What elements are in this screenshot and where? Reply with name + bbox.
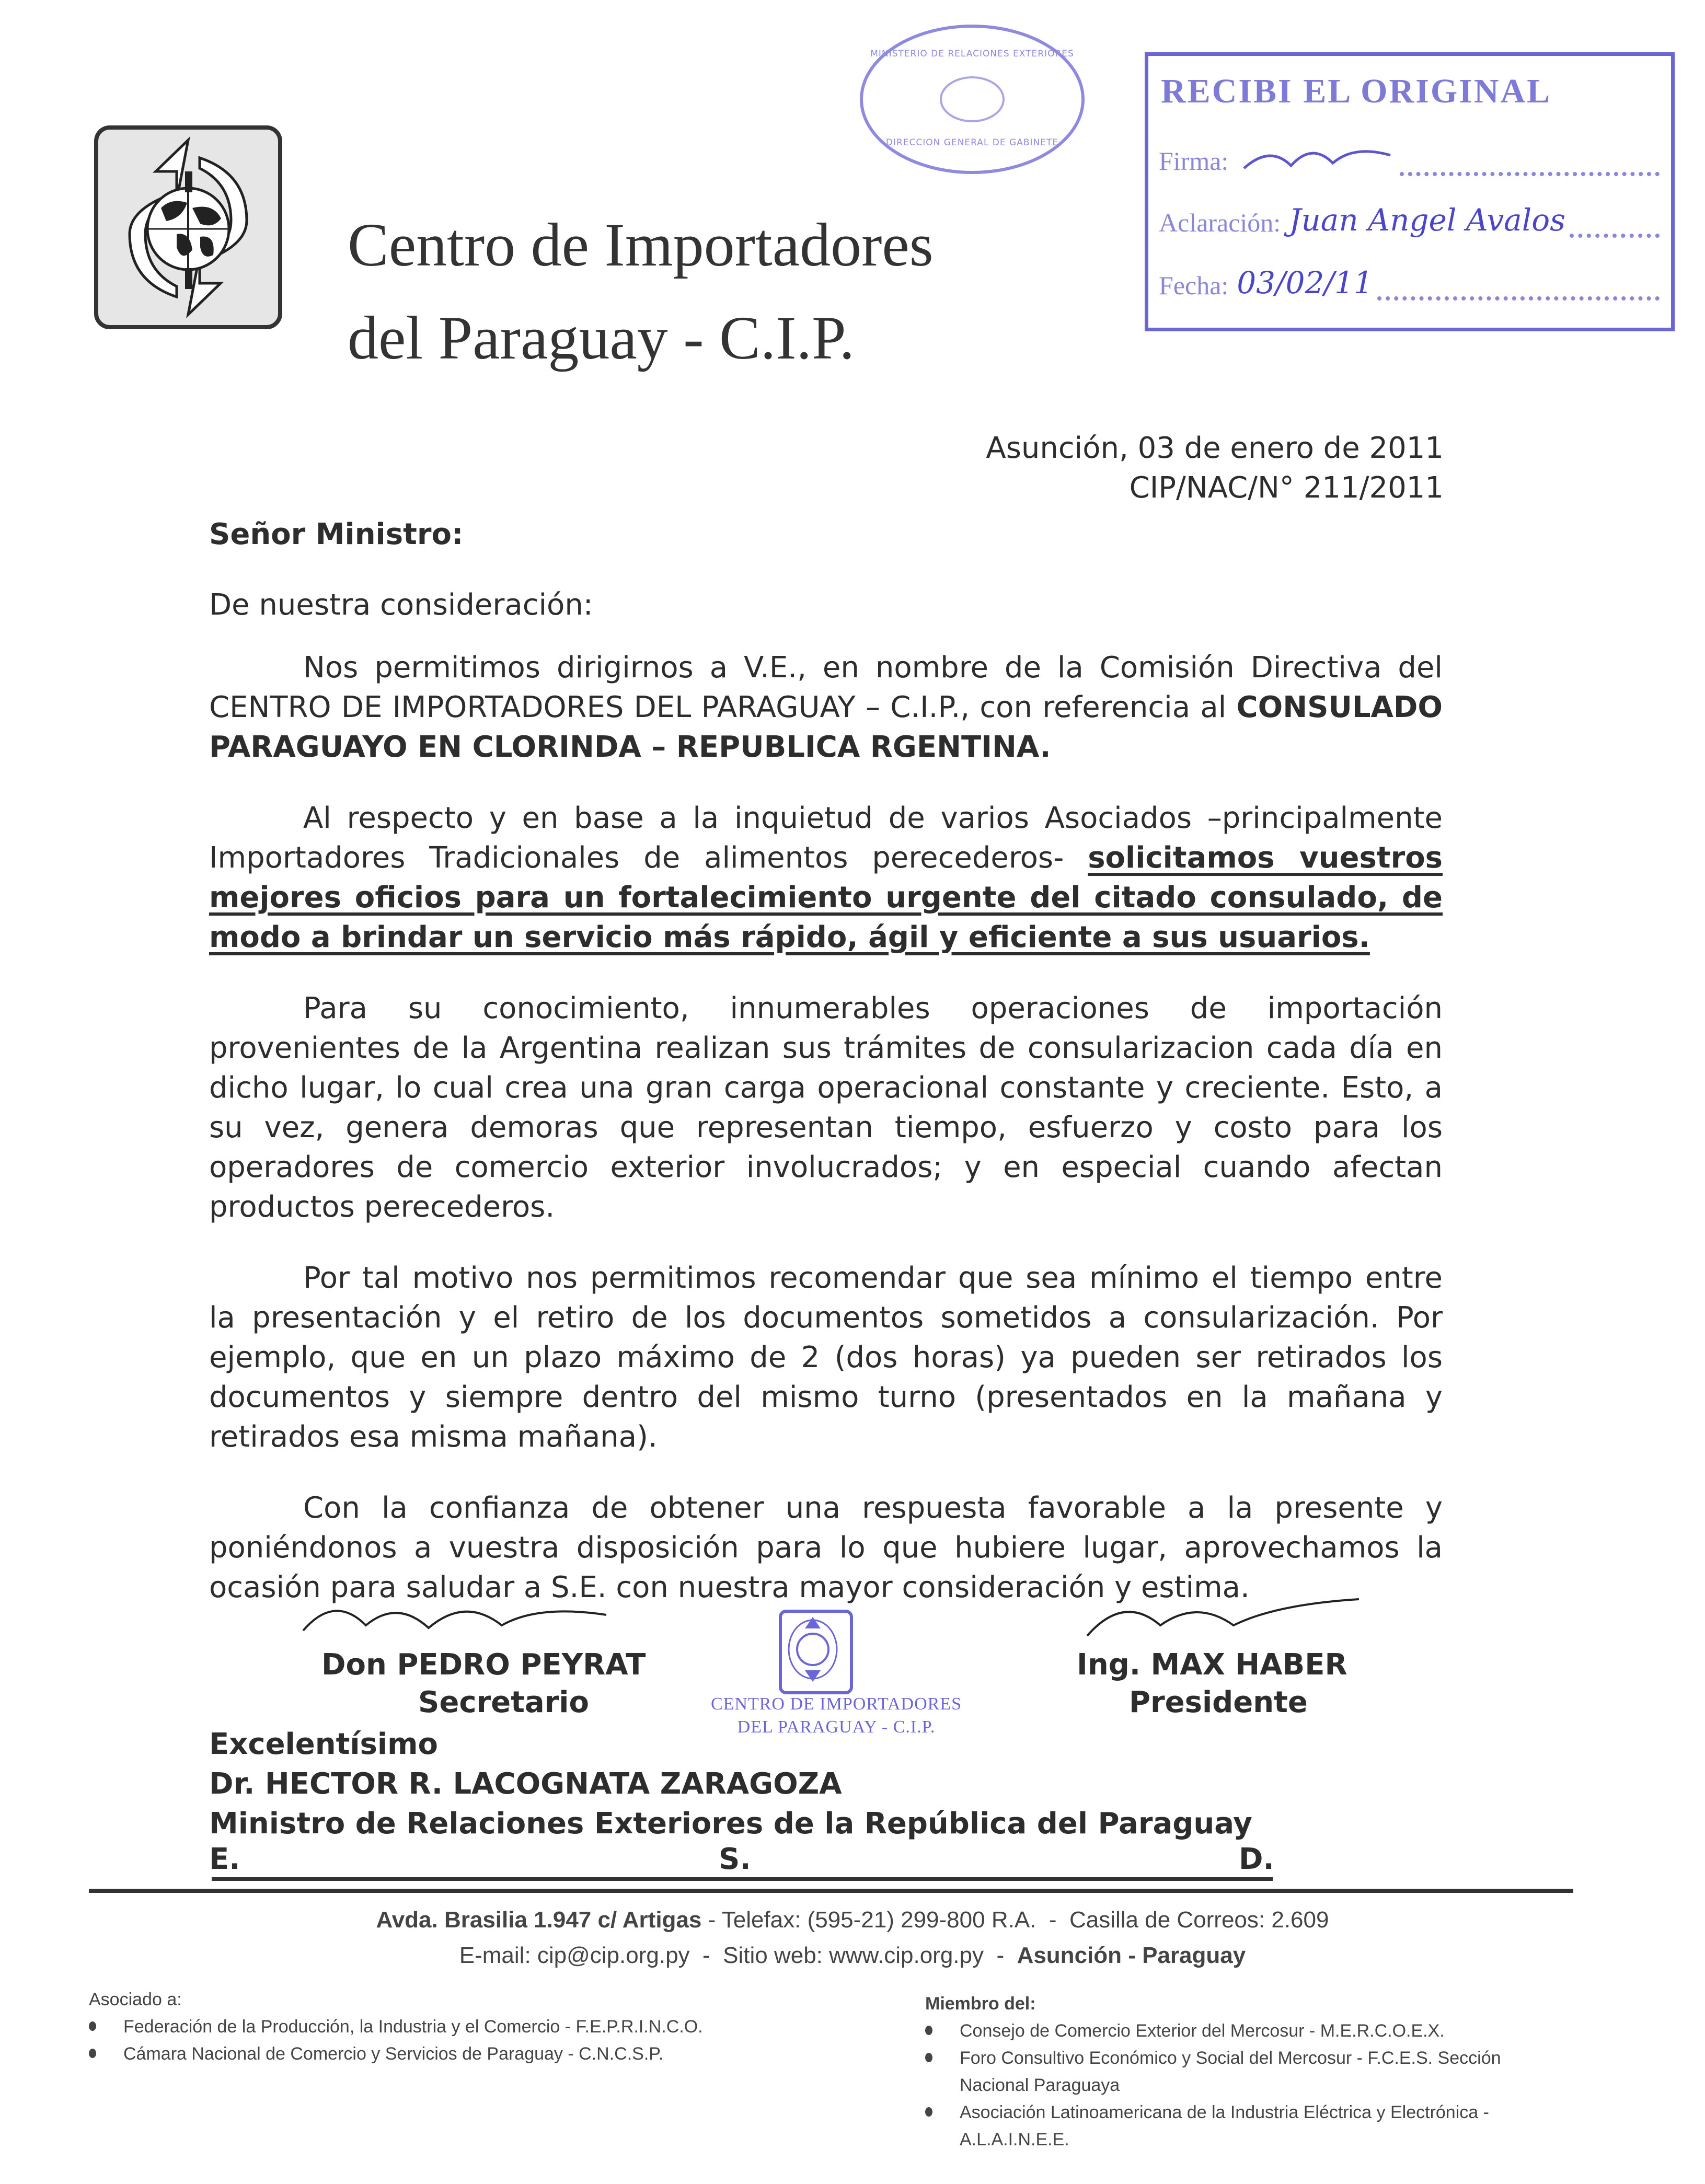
addressee-s: S. [719, 1842, 751, 1876]
organization-name [348, 199, 934, 385]
secretary-title: Secretario [418, 1685, 589, 1719]
aclaracion-label: Aclaración: [1159, 208, 1281, 237]
member-item [925, 2099, 1526, 2153]
member-title: Miembro del: [925, 1994, 1036, 2014]
member-item [925, 2044, 1526, 2099]
footer-telefax: Telefax: (595-21) 299-800 R.A. [721, 1907, 1036, 1933]
addressee-d: D. [1239, 1842, 1274, 1876]
addressee-name: Dr. HECTOR R. LACOGNATA ZARAGOZA [209, 1767, 842, 1801]
bullet-icon [925, 2053, 932, 2062]
bullet-icon [89, 2049, 96, 2058]
member-item-text: Asociación Latinoamericana de la Industria Eléctrica y Electrónica - A.L.A.I.N.E.E. [960, 2102, 1489, 2150]
fecha-handwritten: 03/02/11 [1237, 265, 1373, 301]
date-reference-block [986, 429, 1444, 508]
globe-arrows-icon [98, 130, 278, 325]
aclaracion-row [1159, 202, 1660, 238]
greeting: De nuestra consideración: [209, 588, 593, 622]
cip-stamp-line2: DEL PARAGUAY - C.I.P. [737, 1717, 936, 1737]
separator: - [708, 1907, 716, 1933]
associated-item [89, 2040, 873, 2067]
bullet-icon [925, 2026, 932, 2035]
letter-body [209, 648, 1443, 1608]
associated-item-text: Federación de la Producción, la Industria y el Comercio - F.E.P.R.I.N.C.O. [123, 2017, 703, 2037]
ministry-seal-stamp [857, 21, 1087, 178]
org-name-line2: del Paraguay - C.I.P. [348, 304, 855, 372]
paragraph-1-text: Nos permitimos dirigirnos a V.E., en nombre de la Comisión Directiva del CENTRO DE IMPORTADORES DEL PARAGUAY – C.I.P., con referencia al [209, 651, 1443, 724]
member-item-text: Foro Consultivo Económico y Social del Mercosur - F.C.E.S. Sección Nacional Paraguaya [960, 2048, 1501, 2095]
paragraph-5: Con la confianza de obtener una respuesta favorable a la presente y poniéndonos a vuestra disposición para lo que hubiere lugar, aprovechamos la ocasión para saludar a S.E. con nuestra mayor consideración y estima. [209, 1491, 1443, 1604]
firma-row [1159, 140, 1660, 176]
globe-stamp-icon [782, 1613, 844, 1685]
footer-address-line [0, 1904, 1705, 1936]
paragraph-1 [209, 648, 1443, 767]
fecha-row [1159, 265, 1660, 301]
member-item-text: Consejo de Comercio Exterior del Mercosur - M.E.R.C.O.E.X. [960, 2021, 1445, 2041]
paragraph-3: Para su conocimiento, innumerables operaciones de importación provenientes de la Argentina realizan sus trámites de consularizacion cada día en dicho lugar, lo cual crea una gran carga operacional constante y creciente. Esto, a su vez, genera demoras que representan tiempo, esfuerzo y costo para los operadores de comercio exterior involucrados; y en especial cuando afectan productos perecederos. [209, 991, 1443, 1224]
bullet-icon [89, 2021, 96, 2031]
addressee-e: E. [209, 1842, 240, 1876]
associated-item [89, 2013, 873, 2040]
paragraph-2 [209, 799, 1443, 957]
ministry-seal-icon [857, 21, 1087, 178]
separator: - [702, 1943, 710, 1968]
secretary-name: Don PEDRO PEYRAT [321, 1648, 646, 1682]
ministry-seal-top-text: MINISTERIO DE RELACIONES EXTERIORES [870, 49, 1074, 59]
aclaracion-handwritten: Juan Angel Avalos [1289, 202, 1565, 238]
org-name-line1: Centro de Importadores [348, 211, 934, 279]
paragraph-2-request: solicitamos vuestros mejores oficios para un fortalecimiento urgente del citado consulado, de modo a brindar un servicio más rápido, ágil y eficiente a sus usuarios. [209, 841, 1443, 954]
cip-stamp-line1: CENTRO DE IMPORTADORES [710, 1694, 962, 1714]
president-name: Ing. MAX HABER [1077, 1648, 1347, 1682]
ministry-seal-bottom-text: DIRECCION GENERAL DE GABINETE [885, 137, 1059, 148]
separator: - [996, 1943, 1005, 1968]
footer-city: Asunción - Paraguay [1017, 1943, 1246, 1968]
place-date: Asunción, 03 de enero de 2011 [986, 431, 1444, 465]
associated-item-text: Cámara Nacional de Comercio y Servicios de Paraguay - C.N.C.S.P. [123, 2044, 664, 2064]
firma-label: Firma: [1159, 146, 1229, 176]
salutation: Señor Ministro: [209, 517, 464, 551]
cip-logo [94, 125, 282, 329]
received-original-stamp [1145, 52, 1675, 331]
fecha-label: Fecha: [1159, 271, 1229, 300]
associated-section [89, 1986, 873, 2067]
president-signature-icon [1077, 1589, 1369, 1646]
secretary-signature-icon [293, 1589, 617, 1646]
footer-divider [89, 1889, 1573, 1893]
bullet-icon [925, 2107, 932, 2117]
paragraph-4: Por tal motivo nos permitimos recomendar que sea mínimo el tiempo entre la presentación y el retiro de los documentos sometidos a consularización. Por ejemplo, que en un plazo máximo de 2 (dos horas) ya pueden ser retirados los documentos y siempre dentro del mismo turno (presentados en la mañana y retirados esa misma mañana). [209, 1261, 1443, 1454]
president-title: Presidente [1129, 1685, 1308, 1719]
paragraph-1-subject: CONSULADO PARAGUAYO EN CLORINDA – REPUBLICA RGENTINA. [209, 690, 1443, 764]
addressee-position: Ministro de Relaciones Exteriores de la República del Paraguay [209, 1807, 1252, 1841]
member-section [925, 1990, 1526, 2153]
cip-stamp-logo [779, 1610, 853, 1694]
received-stamp-title: RECIBI EL ORIGINAL [1161, 72, 1552, 110]
footer-contact-line [0, 1940, 1705, 1971]
footer-address: Avda. Brasilia 1.947 c/ Artigas [376, 1907, 702, 1933]
footer-casilla: Casilla de Correos: 2.609 [1069, 1907, 1329, 1933]
footer-website[interactable]: Sitio web: www.cip.org.py [723, 1943, 984, 1968]
footer-email[interactable]: E-mail: cip@cip.org.py [459, 1943, 690, 1968]
member-item [925, 2017, 1526, 2044]
associated-title: Asociado a: [89, 1990, 182, 2009]
separator: - [1049, 1907, 1057, 1933]
addressee-honorific: Excelentísimo [209, 1727, 438, 1761]
paragraph-2-text: Al respecto y en base a la inquietud de varios Asociados –principalmente Importadores Tradicionales de alimentos perecederos- [209, 801, 1443, 875]
reference-number: CIP/NAC/N° 211/2011 [1129, 471, 1444, 505]
firma-signature-icon [1239, 140, 1396, 176]
addressee-underline [212, 1877, 1273, 1881]
